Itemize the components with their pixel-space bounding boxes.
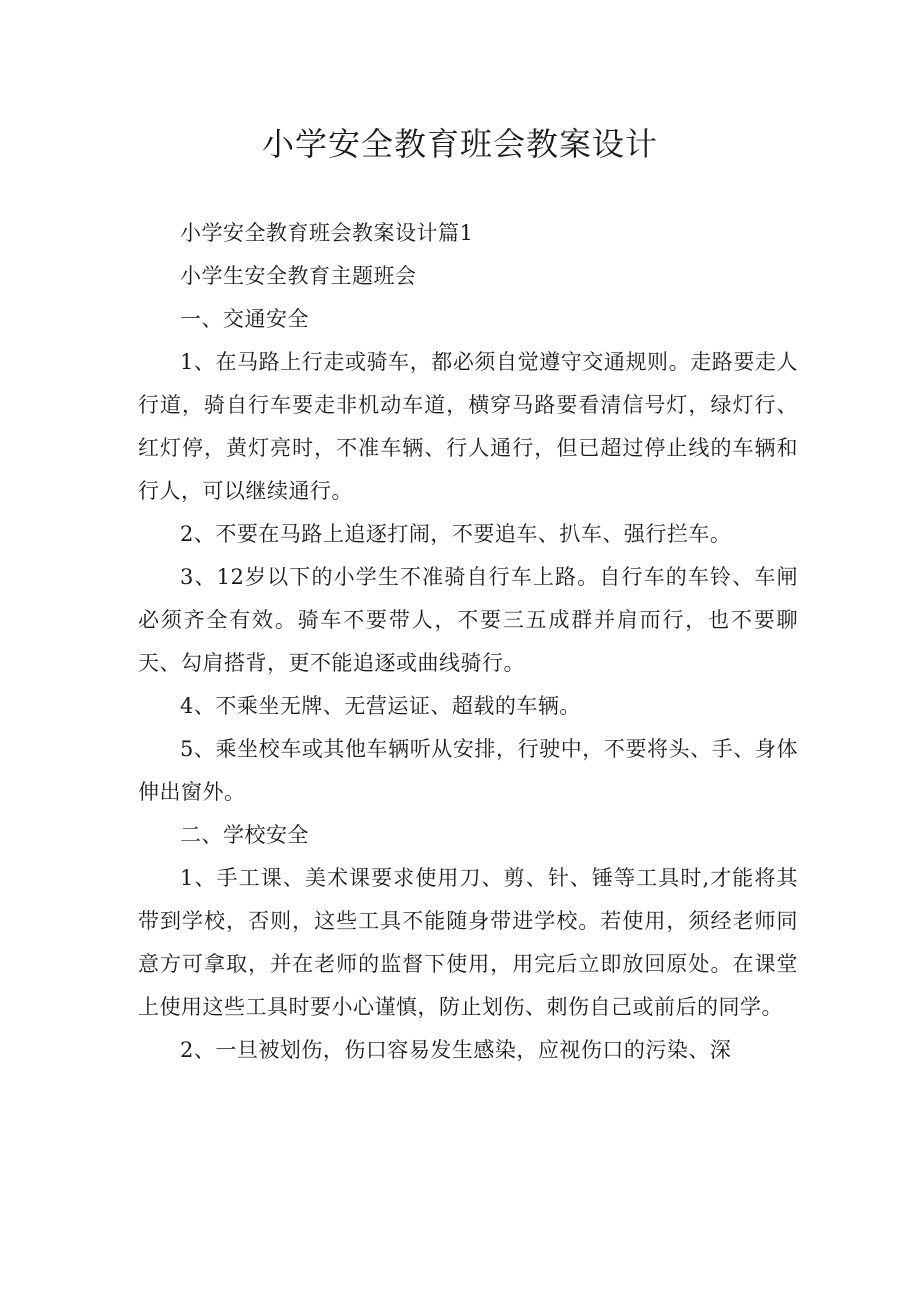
- paragraph: 1、在马路上行走或骑车，都必须自觉遵守交通规则。走路要走人行道，骑自行车要走非机动车道，横穿马路要看清信号灯，绿灯行、红灯停，黄灯亮时，不准车辆、行人通行，但已超过停止线的车辆和行人，可以继续通行。: [138, 350, 798, 503]
- section-heading-traffic: 一、交通安全: [180, 307, 309, 331]
- paragraph: 5、乘坐校车或其他车辆听从安排，行驶中，不要将头、手、身体伸出窗外。: [138, 737, 798, 804]
- paragraph: 3、12岁以下的小学生不准骑自行车上路。自行车的车铃、车闸必须齐全有效。骑车不要带人，不要三五成群并肩而行，也不要聊天、勾肩搭背，更不能追逐或曲线骑行。: [138, 565, 798, 675]
- section-heading-article: 小学安全教育班会教案设计篇1: [180, 221, 474, 245]
- document-title: 小学安全教育班会教案设计: [261, 125, 658, 163]
- document-body: [138, 212, 798, 1072]
- section-heading-school: 二、学校安全: [180, 823, 309, 847]
- section-heading-theme: 小学生安全教育主题班会: [180, 264, 417, 288]
- paragraph: 1、手工课、美术课要求使用刀、剪、针、锤等工具时,才能将其带到学校，否则，这些工具不能随身带进学校。若使用，须经老师同意方可拿取，并在老师的监督下使用，用完后立即放回原处。在课堂上使用这些工具时要小心谨慎，防止划伤、刺伤自己或前后的同学。: [138, 866, 798, 1019]
- paragraph: 2、一旦被划伤，伤口容易发生感染，应视伤口的污染、深: [180, 1038, 732, 1062]
- paragraph: 2、不要在马路上追逐打闹，不要追车、扒车、强行拦车。: [180, 522, 732, 546]
- paragraph: 4、不乘坐无牌、无营运证、超载的车辆。: [180, 694, 581, 718]
